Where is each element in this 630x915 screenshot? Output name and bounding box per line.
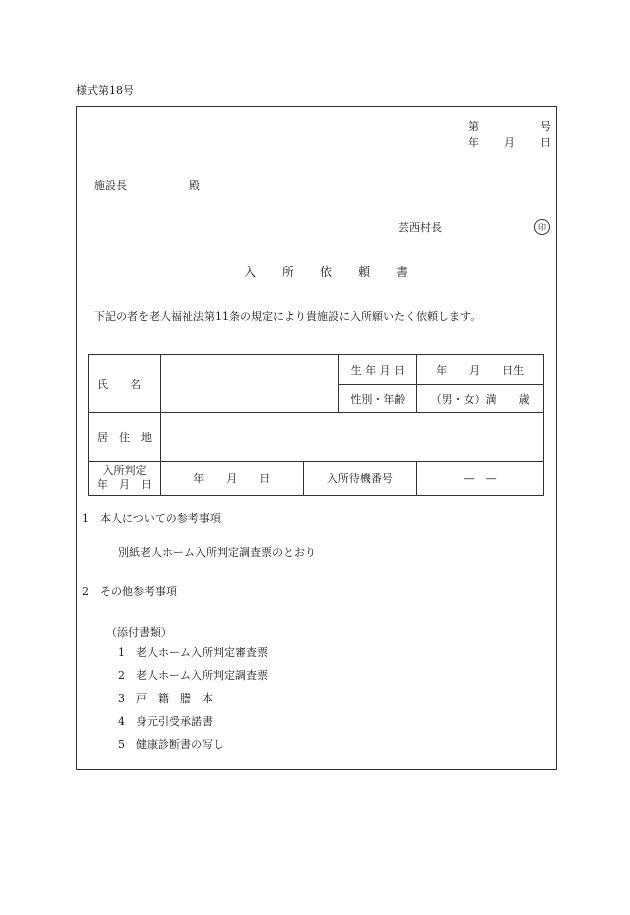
- attachment-item: 4 身元引受承諾書: [118, 715, 213, 728]
- name-value-cell[interactable]: [160, 355, 339, 413]
- attachments-heading: （添付書類）: [106, 626, 172, 639]
- address-label: 居 住 地: [89, 413, 161, 461]
- dob-label: 生 年 月 日: [339, 355, 417, 385]
- waiting-number-label: 入所待機番号: [303, 461, 417, 495]
- decision-date-value[interactable]: 年 月 日: [160, 461, 303, 495]
- attachment-item: 2 老人ホーム入所判定調査票: [118, 669, 268, 682]
- attachment-item: 5 健康診断書の写し: [118, 738, 224, 751]
- section-1-heading: 1 本人についての参考事項: [82, 512, 221, 525]
- dob-value[interactable]: 年 月 日生: [417, 355, 544, 385]
- applicant-table: [88, 354, 544, 496]
- addressee-honorific: 殿: [189, 179, 200, 192]
- seal-mark: 印: [534, 219, 550, 235]
- document-number-prefix: 第: [468, 120, 479, 133]
- date-month: 月: [504, 136, 515, 149]
- date-year: 年: [468, 136, 479, 149]
- date-day: 日: [540, 136, 551, 149]
- address-value-cell[interactable]: [160, 413, 543, 461]
- addressee-label: 施設長: [94, 179, 127, 192]
- section-1-content: 別紙老人ホーム入所判定調査票のとおり: [118, 546, 316, 559]
- waiting-number-value[interactable]: — —: [417, 461, 544, 495]
- name-label: 氏 名: [97, 377, 141, 391]
- attachment-item: 1 老人ホーム入所判定審査票: [118, 646, 268, 659]
- sender-name: 芸西村長: [398, 221, 442, 234]
- request-body-text: 下記の者を老人福祉法第11条の規定により貴施設に入所願いたく依頼します。: [94, 310, 482, 323]
- name-label-cell: [89, 355, 161, 413]
- sex-age-label: 性別・年齢: [339, 385, 417, 413]
- decision-label-line-1: 入所判定: [102, 464, 147, 478]
- decision-label-line-2: 年 月 日: [96, 478, 152, 492]
- sex-age-value[interactable]: （男・女）満 歳: [417, 385, 544, 413]
- document-number-suffix: 号: [540, 120, 551, 133]
- page-title: 入所依頼書: [244, 265, 435, 279]
- section-2-heading: 2 その他参考事項: [82, 585, 177, 598]
- decision-label-cell: [89, 461, 161, 495]
- form-number: 様式第18号: [76, 84, 134, 97]
- attachment-item: 3 戸 籍 謄 本: [118, 692, 213, 705]
